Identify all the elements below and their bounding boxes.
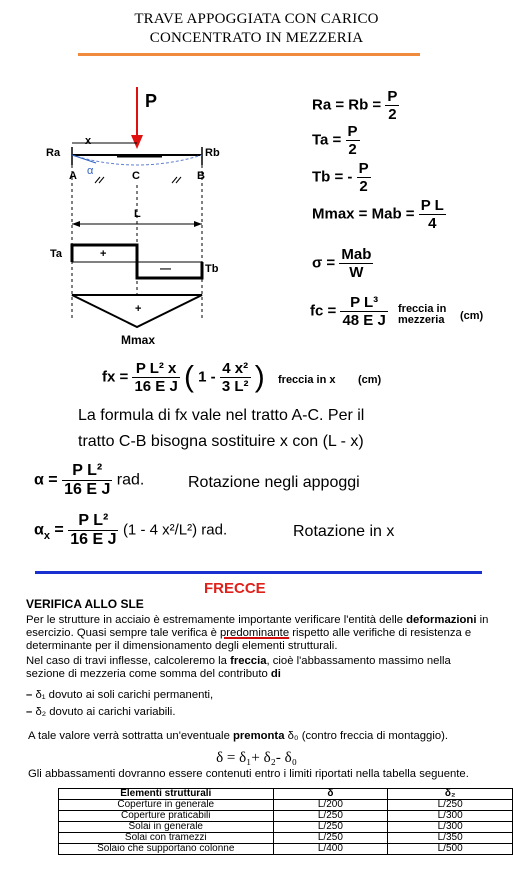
fc-note-line2: mezzeria (398, 314, 445, 326)
alpha-note: Rotazione negli appoggi (188, 474, 360, 491)
fx-num2: 4 x² (220, 360, 251, 378)
bullet-dash-2: – (26, 706, 33, 718)
load-label: P (145, 91, 158, 111)
fx-open-paren: ( (183, 360, 194, 394)
mmax-label: Mmax (121, 333, 156, 347)
a-label: A (69, 170, 77, 182)
formula-fc-frac (340, 294, 387, 329)
formula-tb-frac (357, 160, 371, 195)
table-header: δ₂ (388, 789, 513, 800)
formula-alphax-frac (68, 512, 118, 549)
paragraph-2 (26, 655, 492, 681)
fc-note (398, 304, 446, 326)
s-den: W (349, 264, 364, 281)
table-cell: L/300 (388, 822, 513, 833)
alphax-expr: (1 - 4 x²/L²) rad. (122, 521, 228, 539)
ra-num: P (387, 88, 398, 105)
table-cell: L/250 (273, 833, 388, 844)
fx-close-paren: ) (254, 360, 265, 394)
limits-table-wrap (58, 788, 513, 855)
table-row (59, 822, 513, 833)
table-cell: L/250 (273, 822, 388, 833)
alphax-note: Rotazione in x (293, 523, 395, 540)
shear-plus: + (100, 248, 107, 260)
table-cell: L/300 (388, 811, 513, 822)
formula-tb (312, 160, 371, 195)
table-header: Elementi strutturali (59, 789, 274, 800)
moment-plus: + (135, 303, 142, 315)
p2d: sezione di mezzeria come somma del contributo (26, 668, 268, 680)
formula-fx-frac2 (220, 360, 251, 395)
s-num: Mab (341, 246, 372, 263)
page-title-line2: CONCENTRATO IN MEZZERIA (149, 30, 364, 46)
formula-mmax (312, 197, 446, 232)
paragraph-1 (26, 614, 492, 653)
formula-alpha-frac (62, 462, 112, 499)
table-cell: L/350 (388, 833, 513, 844)
formula-ta-frac (346, 123, 360, 158)
ta-label: Ta (50, 248, 63, 260)
formula-fc (310, 294, 388, 329)
delta-equation: δ = δ₁+ δ₂- δ₀ (216, 750, 297, 766)
fx-text-line1: La formula di fx vale nel tratto A-C. Per il (78, 407, 365, 424)
alpha-label: α (87, 165, 94, 177)
x-label: x (85, 135, 92, 147)
frecce-heading: FRECCE (204, 580, 266, 597)
section-divider (35, 571, 482, 574)
table-cell: L/500 (388, 844, 513, 855)
formula-ra-lhs: Ra = Rb = (312, 96, 382, 114)
alpha-rad: rad. (116, 471, 145, 489)
formula-ta (312, 123, 360, 158)
ta-num: P (347, 123, 358, 140)
p3a: A tale valore verrà sottratta un'eventuale (28, 730, 230, 742)
alphax-num: P L² (68, 512, 118, 531)
table-header-row (59, 789, 513, 800)
beam-diagram (40, 85, 240, 355)
title-divider (78, 53, 420, 56)
delta1-item (26, 689, 213, 702)
fc-unit: (cm) (460, 310, 484, 322)
table-cell: L/400 (273, 844, 388, 855)
d1: δ₁ dovuto ai soli carichi permanenti, (35, 689, 214, 701)
rb-label: Rb (205, 147, 220, 159)
formula-ta-lhs: Ta = (312, 131, 342, 149)
p3c: δ₀ (contro freccia di montaggio). (287, 730, 449, 742)
fx-text-line2a: tratto (78, 433, 115, 450)
formula-alpha (34, 462, 144, 499)
formula-fc-lhs: fc = (310, 302, 337, 320)
c-label: C (132, 170, 140, 182)
formula-fx (102, 360, 265, 395)
fx-note: freccia in x (278, 374, 336, 386)
paragraph-4: Gli abbassamenti dovranno essere contenuti entro i limiti riportati nella tabella seguente. (28, 768, 469, 780)
b-label: B (197, 170, 205, 182)
fc-den: 48 E J (342, 312, 386, 329)
fx-den2: 3 L² (221, 378, 249, 395)
table-row (59, 800, 513, 811)
fx-one: 1 - (198, 368, 216, 386)
table-cell: L/200 (273, 800, 388, 811)
sle-heading: VERIFICA ALLO SLE (26, 597, 144, 611)
table-row (59, 811, 513, 822)
table-cell: Coperture praticabili (59, 811, 274, 822)
p1c: in esercizio. Quasi sempre tale verifica è (26, 614, 489, 639)
ra-den: 2 (388, 106, 397, 123)
formula-ra-frac (385, 88, 399, 123)
fc-note-line1: freccia in (398, 303, 447, 315)
d2: δ₂ dovuto ai carichi variabili. (35, 706, 176, 718)
table-cell: Solai in generale (59, 822, 274, 833)
l-label: L (134, 208, 141, 220)
m-den: 4 (428, 215, 437, 232)
table-row (59, 844, 513, 855)
formula-ra (312, 88, 399, 123)
limits-table (58, 788, 513, 855)
tb-label: Tb (205, 263, 219, 275)
fc-num: P L³ (340, 294, 387, 312)
shear-minus: — (160, 263, 171, 275)
tb-num: P (358, 160, 369, 177)
l-arrow-left (72, 221, 80, 227)
m-num: P L (420, 197, 444, 214)
alphax-eq: = (54, 521, 64, 539)
formula-sigma-lhs: σ = (312, 254, 336, 272)
alphax-lhs: α (34, 521, 44, 539)
formula-fx-lhs: fx = (102, 368, 129, 386)
formula-mmax-lhs: Mmax = Mab = (312, 205, 415, 223)
fx-num: P L² x (132, 360, 179, 378)
p3b: premonta (233, 730, 285, 742)
fx-text-line2b: C-B bisogna sostituire x con (L - x) (118, 433, 364, 450)
page-title-line1: TRAVE APPOGGIATA CON CARICO (134, 11, 379, 27)
formula-fx-frac (132, 360, 179, 395)
alpha-den: 16 E J (64, 481, 111, 498)
table-cell: Solai con tramezzi (59, 833, 274, 844)
p1a: Per le strutture in acciaio è estremamente importante verificare l'entità delle (26, 614, 404, 626)
p1e: rispetto alle verifiche di resistenza e (292, 627, 472, 639)
formula-sigma (312, 246, 373, 281)
p2e: di (270, 668, 281, 680)
p2a: Nel caso di travi inflesse, calcoleremo la (26, 655, 227, 667)
fx-text-line2 (78, 433, 364, 451)
table-cell: Coperture in generale (59, 800, 274, 811)
rotation-tangent (72, 155, 96, 163)
formula-mmax-frac (419, 197, 446, 232)
table-cell: L/250 (273, 811, 388, 822)
alphax-sub: x (43, 529, 50, 542)
table-row (59, 833, 513, 844)
table-header: δ (273, 789, 388, 800)
delta2-item (26, 706, 175, 719)
fx-den: 16 E J (134, 378, 178, 395)
p2b: freccia (230, 655, 267, 667)
paragraph-3 (28, 730, 448, 743)
tb-den: 2 (359, 178, 368, 195)
p1d-predominante: predominante (220, 627, 290, 639)
l-arrow-right (194, 221, 202, 227)
table-cell: L/250 (388, 800, 513, 811)
table-cell: Solaio che supportano colonne (59, 844, 274, 855)
formula-alphax (34, 512, 227, 549)
fx-unit: (cm) (358, 374, 382, 386)
ta-den: 2 (348, 141, 357, 158)
alphax-den: 16 E J (70, 531, 117, 548)
formula-tb-lhs: Tb = - (312, 168, 353, 186)
p1b: deformazioni (406, 614, 477, 626)
ra-label: Ra (46, 147, 61, 159)
formula-alpha-lhs: α = (34, 471, 58, 489)
alpha-num: P L² (62, 462, 112, 481)
p2c: , cioè l'abbassamento massimo nella (266, 655, 451, 667)
formula-sigma-frac (339, 246, 373, 281)
bullet-dash-1: – (26, 689, 33, 701)
p1f: determinante per il dimensionamento degli elementi strutturali. (26, 640, 338, 652)
load-arrowhead (131, 135, 143, 149)
